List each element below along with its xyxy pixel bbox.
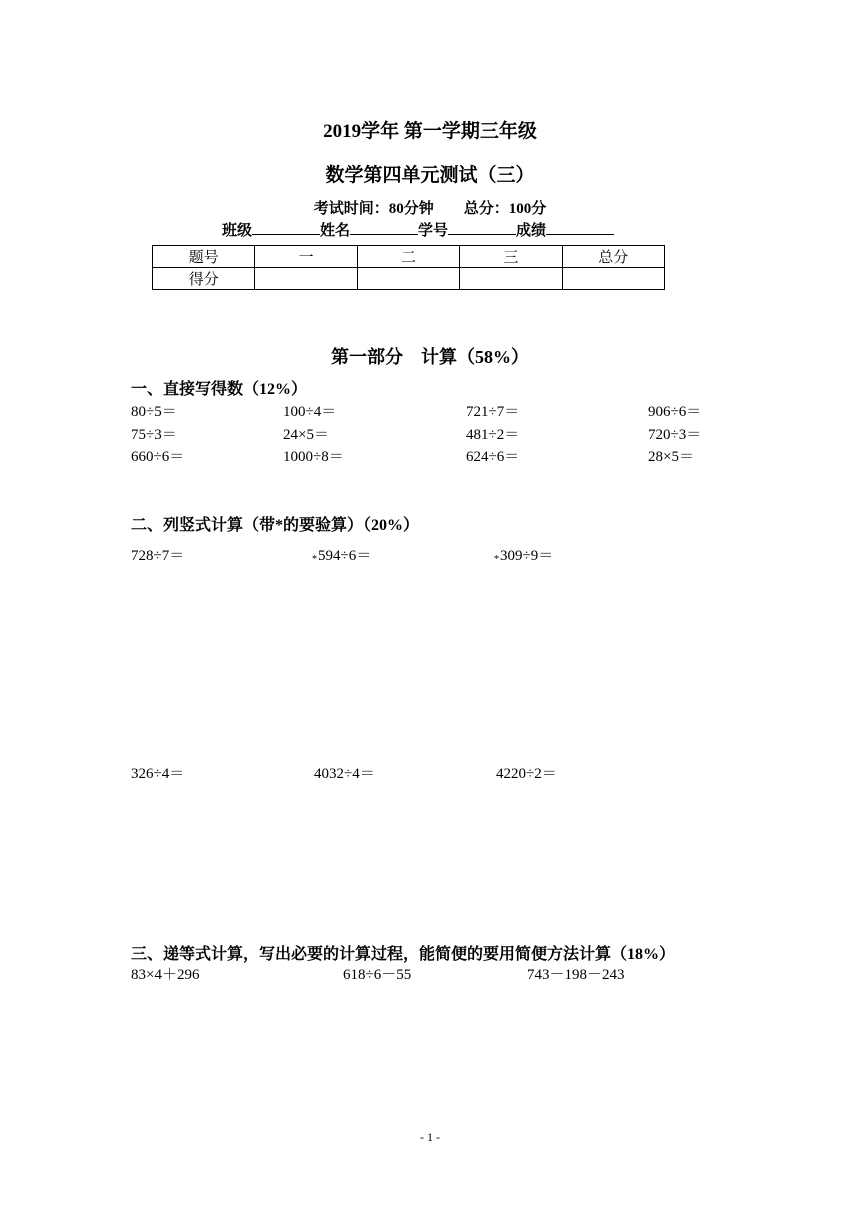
s1-expr: 481÷2＝ — [466, 427, 520, 443]
s3-expr: 743－198－243 — [527, 967, 625, 983]
score-header-cell: 三 — [460, 246, 562, 268]
score-cell[interactable] — [562, 268, 664, 290]
s1-expr: 624÷6＝ — [466, 449, 520, 465]
field-class-label: 班级 — [222, 223, 253, 239]
s1-expr: 721÷7＝ — [466, 404, 520, 420]
section2-title: 二、列竖式计算（带*的要验算）（20%） — [131, 517, 420, 534]
s2-expr: 4220÷2＝ — [496, 766, 557, 782]
s2-expr-text: 309÷9＝ — [500, 548, 554, 564]
score-row-label: 得分 — [153, 268, 255, 290]
score-cell[interactable] — [255, 268, 357, 290]
score-cell[interactable] — [460, 268, 562, 290]
exam-info: 考试时间：80分钟 总分：100分 — [313, 201, 547, 217]
s2-expr-starred — [494, 544, 553, 565]
s3-expr: 618÷6－55 — [343, 967, 412, 983]
score-header-cell: 二 — [357, 246, 459, 268]
field-score-label: 成绩 — [516, 223, 547, 239]
s2-expr: 4032÷4＝ — [314, 766, 375, 782]
s2-expr-starred — [312, 544, 371, 565]
score-cell[interactable] — [357, 268, 459, 290]
score-header-cell: 题号 — [153, 246, 255, 268]
s1-expr: 1000÷8＝ — [283, 449, 344, 465]
part1-title: 第一部分 计算（58%） — [331, 347, 529, 367]
s1-expr: 75÷3＝ — [131, 427, 177, 443]
field-number-blank[interactable] — [448, 220, 516, 235]
field-name-blank[interactable] — [350, 220, 418, 235]
score-table — [152, 245, 665, 290]
s1-expr: 28×5＝ — [648, 449, 694, 465]
field-number-label: 学号 — [418, 223, 449, 239]
s1-expr: 80÷5＝ — [131, 404, 177, 420]
s1-expr: 100÷4＝ — [283, 404, 337, 420]
score-header-cell: 总分 — [562, 246, 664, 268]
verify-star: * — [312, 554, 317, 565]
s1-expr: 720÷3＝ — [648, 427, 702, 443]
s2-expr: 326÷4＝ — [131, 766, 185, 782]
page-number: - 1 - — [420, 1130, 440, 1144]
title-line-2: 数学第四单元测试（三） — [325, 165, 535, 186]
s2-expr-text: 594÷6＝ — [318, 548, 372, 564]
field-class-blank[interactable] — [252, 220, 320, 235]
s1-expr: 660÷6＝ — [131, 449, 185, 465]
score-table-score-row — [153, 268, 665, 290]
score-header-cell: 一 — [255, 246, 357, 268]
field-name-label: 姓名 — [320, 223, 351, 239]
title-line-1: 2019学年 第一学期三年级 — [323, 121, 537, 142]
section3-title: 三、递等式计算，写出必要的计算过程，能简便的要用简便方法计算（18%） — [131, 946, 676, 963]
score-table-header-row — [153, 246, 665, 268]
field-score-blank[interactable] — [546, 220, 614, 235]
s1-expr: 24×5＝ — [283, 427, 329, 443]
s3-expr: 83×4＋296 — [131, 967, 200, 983]
s2-expr: 728÷7＝ — [131, 548, 185, 564]
student-fields — [222, 219, 614, 240]
section1-title: 一、直接写得数（12%） — [131, 381, 308, 398]
s1-expr: 906÷6＝ — [648, 404, 702, 420]
verify-star: * — [494, 554, 499, 565]
